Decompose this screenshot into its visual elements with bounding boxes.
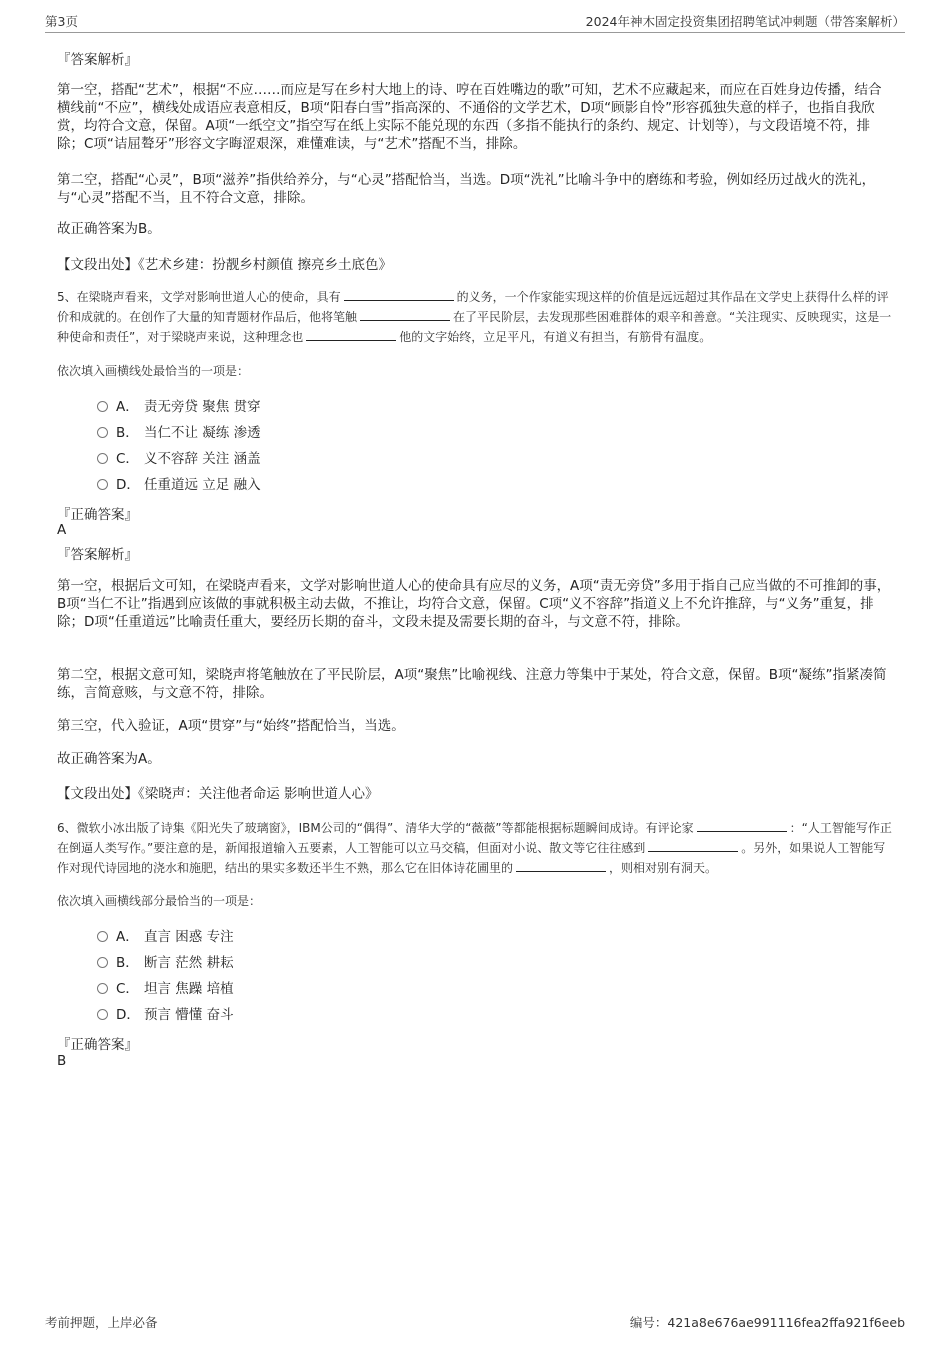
analysis-label: 『答案解析』 (57, 547, 138, 563)
footer-slogan: 考前押题，上岸必备 (45, 1315, 158, 1330)
page-number: 第3页 (45, 14, 78, 29)
option-d[interactable]: D． 预言 懵懂 奋斗 (97, 1005, 234, 1025)
option-a[interactable]: A． 直言 困惑 专注 (97, 927, 234, 947)
analysis-label: 『答案解析』 (57, 52, 138, 68)
document-title: 2024年神木固定投资集团招聘笔试冲刺题（带答案解析） (585, 14, 905, 29)
radio-icon[interactable] (97, 401, 108, 412)
source-citation: 【文段出处】《梁晓声：关注他者命运 影响世道人心》 (57, 786, 379, 802)
document-id: 编号：421a8e676ae991116fea2ffa921f6eeb (629, 1315, 905, 1330)
question-prompt: 依次填入画横线处最恰当的一项是： (57, 364, 250, 378)
analysis-paragraph: 第二空，根据文意可知，梁晓声将笔触放在了平民阶层，A项“聚焦”比喻视线、注意力等集中于某处，符合文意，保留。B项“凝练”指紧凑简练，言简意赅，与文意不符，排除。 (57, 667, 887, 701)
blank (360, 308, 450, 321)
conclusion: 故正确答案为B。 (57, 221, 161, 237)
answer-value: A (57, 522, 67, 538)
question-stem: 6、微软小冰出版了诗集《阳光失了玻璃窗》，IBM公司的“偶得”、清华大学的“薇薇”等都能根据标题瞬间成诗。有评论家 ：“人工智能写作正在倒逼人类写作。”要注意的是，新闻报道输入五要素，人工智能可以立马交稿，但面对小说、散文等它往往感到 。另外，如果说人工智能写作对现代诗园地的浇水和施肥，结出的果实多数还半生不熟，那么它在旧体诗花圃里的 ，则相对别有洞天。 (57, 821, 892, 875)
option-c[interactable]: C． 义不容辞 关注 涵盖 (97, 449, 261, 469)
blank (344, 288, 454, 301)
question-prompt: 依次填入画横线部分最恰当的一项是： (57, 894, 262, 908)
radio-icon[interactable] (97, 983, 108, 994)
radio-icon[interactable] (97, 931, 108, 942)
blank (648, 839, 738, 852)
analysis-paragraph: 第二空，搭配“心灵”，B项“滋养”指供给养分，与“心灵”搭配恰当，当选。D项“洗礼”比喻斗争中的磨练和考验，例如经历过战火的洗礼，与“心灵”搭配不当，且不符合文意，排除。 (57, 172, 876, 206)
question-stem: 5、在梁晓声看来，文学对影响世道人心的使命，具有 的义务，一个作家能实现这样的价值是远远超过其作品在文学史上获得什么样的评价和成就的。在创作了大量的知青题材作品后，他将笔触 在了平民阶层，去发现那些困难群体的艰辛和善意。“关注现实、反映现实，这是一种使命和责任”，对于梁晓声来说，这种理念也 他的文字始终，立足平凡，有道义有担当，有筋骨有温度。 (57, 290, 892, 344)
option-b[interactable]: B． 当仁不让 凝练 渗透 (97, 423, 261, 443)
option-b[interactable]: B． 断言 茫然 耕耘 (97, 953, 234, 973)
option-d[interactable]: D． 任重道远 立足 融入 (97, 475, 261, 495)
source-citation: 【文段出处】《艺术乡建：扮靓乡村颜值 擦亮乡土底色》 (57, 257, 393, 273)
blank (516, 859, 606, 872)
analysis-paragraph: 第三空，代入验证，A项“贯穿”与“始终”搭配恰当，当选。 (57, 718, 405, 734)
radio-icon[interactable] (97, 957, 108, 968)
answer-value: B (57, 1053, 67, 1069)
radio-icon[interactable] (97, 453, 108, 464)
page-header (45, 12, 905, 33)
blank (697, 819, 787, 832)
analysis-paragraph: 第一空，根据后文可知，在梁晓声看来，文学对影响世道人心的使命具有应尽的义务，A项“责无旁贷”多用于指自己应当做的不可推卸的事，B项“当仁不让”指遇到应该做的事就积极主动去做，不推让，均符合文意，保留。C项“义不容辞”指道义上不允许推辞，与“义务”重复，排除；D项“任重道远”比喻责任重大，要经历长期的奋斗，文段未提及需要长期的奋斗，与文意不符，排除。 (57, 578, 891, 630)
radio-icon[interactable] (97, 427, 108, 438)
conclusion: 故正确答案为A。 (57, 751, 161, 767)
blank (306, 328, 396, 341)
radio-icon[interactable] (97, 479, 108, 490)
radio-icon[interactable] (97, 1009, 108, 1020)
option-c[interactable]: C． 坦言 焦躁 培植 (97, 979, 234, 999)
analysis-paragraph: 第一空，搭配“艺术”，根据“不应……而应是写在乡村大地上的诗、哼在百姓嘴边的歌”可知，艺术不应藏起来，而应在百姓身边传播，结合横线前“不应”，横线处成语应表意相反，B项“阳春白雪”指高深的、不通俗的文学艺术，D项“顾影自怜”形容孤独失意的样子，也指自我欣赏，均符合文意，保留。A项“一纸空文”指空写在纸上实际不能兑现的东西（多指不能执行的条约、规定、计划等），与文段语境不符，排除；C项“诘屈聱牙”形容文字晦涩艰深，难懂难读，与“艺术”搭配不当，排除。 (57, 82, 882, 152)
option-a[interactable]: A． 责无旁贷 聚焦 贯穿 (97, 397, 261, 417)
answer-label: 『正确答案』 (57, 507, 138, 523)
answer-label: 『正确答案』 (57, 1037, 138, 1053)
